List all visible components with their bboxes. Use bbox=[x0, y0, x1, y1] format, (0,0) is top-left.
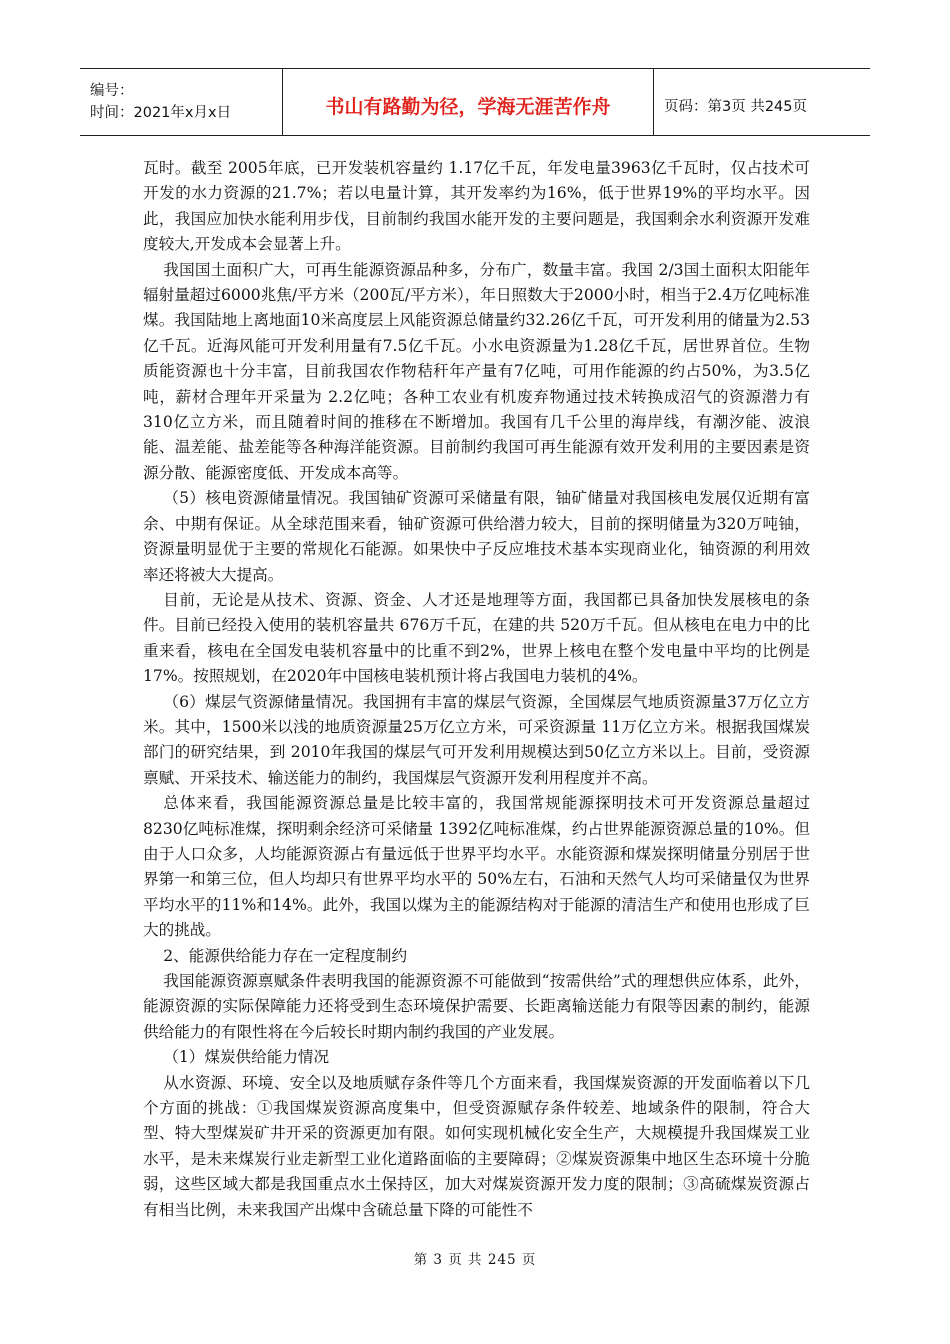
body-paragraph: 总体来看，我国能源资源总量是比较丰富的，我国常规能源探明技术可开发资源总量超过8230亿吨标准煤，探明剩余经济可采储量 1392亿吨标准煤，约占世界能源资源总量的10%。但由于人口众多，人均能源资源占有量远低于世界平均水平。水能资源和煤炭探明储量分别居于世界第一和第三位，但人均却只有世界平均水平的 50%左右，石油和天然气人均可采储量仅为世界平均水平的11%和14%。此外，我国以煤为主的能源结构对于能源的清洁生产和使用也形成了巨大的挑战。 bbox=[143, 794, 810, 940]
page-info-text: 页码：第3页 共245页 bbox=[664, 98, 808, 115]
document-body bbox=[143, 156, 810, 1223]
body-paragraph: 我国能源资源禀赋条件表明我国的能源资源不可能做到“按需供给”式的理想供应体系，此外，能源资源的实际保障能力还将受到生态环境保护需要、长距离输送能力有限等因素的制约，能源供给能力的有限性将在今后较长时期内制约我国的产业发展。 bbox=[143, 972, 810, 1041]
document-time-label: 时间：2021年x月x日 bbox=[90, 105, 232, 121]
body-paragraph: 目前，无论是从技术、资源、资金、人才还是地理等方面，我国都已具备加快发展核电的条件。目前已经投入使用的装机容量共 676万千瓦，在建的共 520万千瓦。但从核电在电力中的比重来看，核电在全国发电装机容量中的比重不到2%，世界上核电在整个发电量中平均的比例是17%。按照规划，在2020年中国核电装机预计将占我国电力装机的4%。 bbox=[143, 590, 810, 686]
body-paragraph: （1）煤炭供给能力情况 bbox=[163, 1048, 330, 1067]
body-paragraph: 2、能源供给能力存在一定程度制约 bbox=[163, 946, 408, 965]
body-paragraph: （6）煤层气资源储量情况。我国拥有丰富的煤层气资源，全国煤层气地质资源量37万亿立方米。其中，1500米以浅的地质资源量25万亿立方米，可采资源量 11万亿立方米。根据我国煤炭部门的研究结果，到 2010年我国的煤层气可开发利用规模达到50亿立方米以上。目前，受资源禀赋、开采技术、输送能力的制约，我国煤层气资源开发利用程度并不高。 bbox=[143, 692, 810, 787]
document-number-label: 编号： bbox=[90, 83, 134, 99]
motto-text: 书山有路勤为径，学海无涯苦作舟 bbox=[325, 95, 611, 118]
page-footer bbox=[0, 1248, 950, 1268]
body-paragraph: 瓦时。截至 2005年底，已开发装机容量约 1.17亿千瓦，年发电量3963亿千瓦时，仅占技术可开发的水力资源的21.7%；若以电量计算，其开发率约为16%，低于世界19%的平均水平。因此，我国应加快水能利用步伐，目前制约我国水能开发的主要问题是，我国剩余水利资源开发难度较大,开发成本会显著上升。 bbox=[143, 159, 810, 254]
body-paragraph: （5）核电资源储量情况。我国铀矿资源可采储量有限，铀矿储量对我国核电发展仅近期有富余、中期有保证。从全球范围来看，铀矿资源可供给潜力较大，目前的探明储量为320万吨铀，资源量明显优于主要的常规化石能源。如果快中子反应堆技术基本实现商业化，铀资源的利用效率还将被大大提高。 bbox=[143, 489, 810, 584]
header-motto bbox=[282, 69, 654, 135]
body-paragraph: 从水资源、环境、安全以及地质赋存条件等几个方面来看，我国煤炭资源的开发面临着以下几个方面的挑战：①我国煤炭资源高度集中，但受资源赋存条件较差、地域条件的限制，符合大型、特大型煤炭矿井开采的资源更加有限。如何实现机械化安全生产，大规模提升我国煤炭工业水平，是未来煤炭行业走新型工业化道路面临的主要障碍；②煤炭资源集中地区生态环境十分脆弱，这些区域大都是我国重点水土保持区，加大对煤炭资源开发力度的限制；③高硫煤炭资源占有相当比例，未来我国产出煤中含硫总量下降的可能性不 bbox=[143, 1073, 810, 1219]
footer-page-number: 第 3 页 共 245 页 bbox=[413, 1252, 537, 1268]
body-paragraph: 我国国土面积广大，可再生能源资源品种多，分布广，数量丰富。我国 2/3国土面积太阳能年辐射量超过6000兆焦/平方米（200瓦/平方米），年日照数大于2000小时，相当于2.4万亿吨标准煤。我国陆地上离地面10米高度层上风能资源总储量约32.26亿千瓦，可开发利用的储量为2.53亿千瓦。近海风能可开发利用量有7.5亿千瓦。小水电资源量为1.28亿千瓦，居世界首位。生物质能资源也十分丰富，目前我国农作物秸秆年产量有7亿吨，可用作能源的约占50%，为3.5亿吨，薪材合理年开采量为 2.2亿吨；各种工农业有机废弃物通过技术转换成沼气的资源潜力有 310亿立方米，而且随着时间的推移在不断增加。我国有几千公里的海岸线，有潮汐能、波浪能、温差能、盐差能等各种海洋能资源。目前制约我国可再生能源有效开发利用的主要因素是资源分散、能源密度低、开发成本高等。 bbox=[143, 260, 810, 482]
page-header bbox=[80, 68, 870, 136]
header-meta bbox=[80, 69, 282, 135]
header-page-info bbox=[654, 69, 870, 135]
